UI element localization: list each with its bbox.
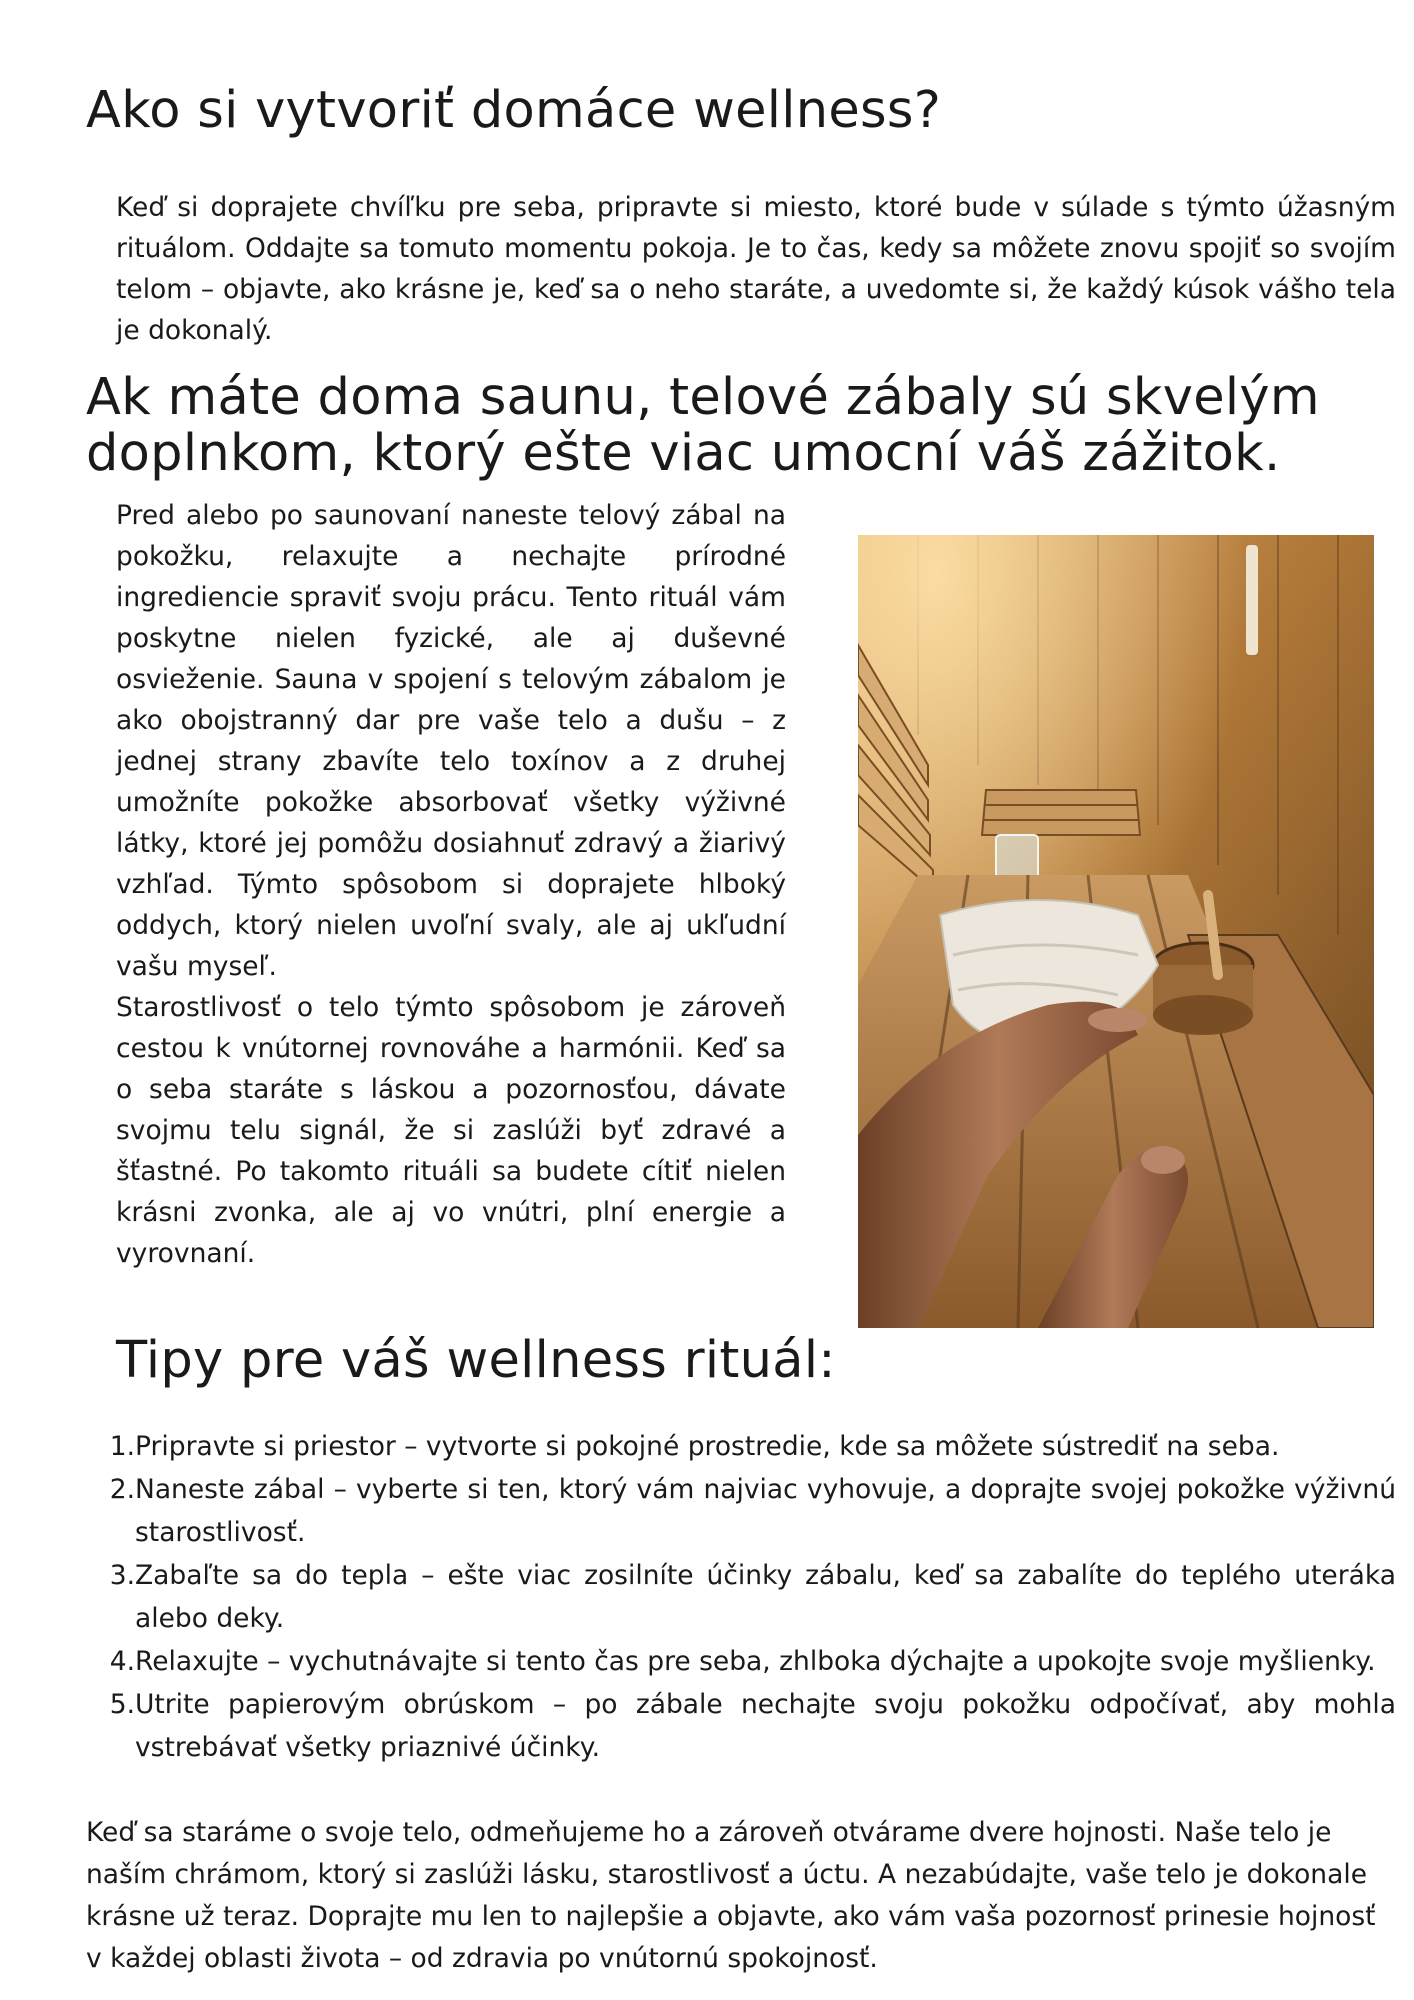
intro-paragraph: Keď si doprajete chvíľku pre seba, pripravte si miesto, ktoré bude v súlade s týmto úžasným rituálom. Oddajte sa tomuto momentu pokoja. Je to čas, kedy sa môžete znovu spojiť so svojím telom – objavte, ako krásne je, keď sa o neho staráte, a uvedomte si, že každý kúsok vášho tela je dokonalý. — [116, 192, 1396, 346]
tips-list — [100, 1425, 1396, 1769]
sauna-text-column — [116, 495, 786, 1274]
page-title: Ako si vytvoriť domáce wellness? — [86, 81, 942, 140]
tip-number: 1. — [109, 1431, 135, 1462]
tip-text: Utrite papierovým obrúskom – po zábale nechajte svoju pokožku odpočívať, aby mohla vstrebávať všetky priaznivé účinky. — [135, 1689, 1396, 1763]
sauna-paragraph-2: Starostlivosť o telo týmto spôsobom je zároveň cestou k vnútornej rovnováhe a harmónii. Keď sa o seba staráte s láskou a pozornosťou, dávate svojmu telu signál, že si zaslúži byť zdravé a šťastné. Po takomto rituáli sa budete cítiť nielen krásni zvonka, ale aj vo vnútri, plní energie a vyrovnaní. — [116, 992, 786, 1269]
tip-number: 2. — [109, 1474, 135, 1505]
sauna-photo — [858, 535, 1374, 1328]
sauna-illustration — [858, 535, 1374, 1328]
sauna-paragraph-1: Pred alebo po saunovaní naneste telový zábal na pokožku, relaxujte a nechajte prírodné ingrediencie spraviť svoju prácu. Tento rituál vám poskytne nielen fyzické, ale aj duševné osvieženie. Sauna v spojení s telovým zábalom je ako obojstranný dar pre vaše telo a dušu – z jednej strany zbavíte telo toxínov a z druhej umožníte pokožke absorbovať všetky výživné látky, ktoré jej pomôžu dosiahnuť zdravý a žiarivý vzhľad. Týmto spôsobom si doprajete hlboký oddych, ktorý nielen uvoľní svaly, ale aj ukľudní vašu myseľ. — [116, 500, 786, 982]
tips-heading: Tipy pre váš wellness rituál: — [116, 1331, 836, 1390]
tip-text: Relaxujte – vychutnávajte si tento čas pre seba, zhlboka dýchajte a upokojte svoje myšlienky. — [135, 1646, 1376, 1677]
closing-paragraph: Keď sa staráme o svoje telo, odmeňujeme ho a zároveň otvárame dvere hojnosti. Naše telo je naším chrámom, ktorý si zaslúži lásku, starostlivosť a úctu. A nezabúdajte, vaše telo je dokonale krásne už teraz. Doprajte mu len to najlepšie a objavte, ako vám vaša pozornosť prinesie hojnosť v každej oblasti života – od zdravia po vnútornú spokojnosť. — [86, 1817, 1376, 1974]
tip-text: Pripravte si priestor – vytvorte si pokojné prostredie, kde sa môžete sústrediť na seba. — [135, 1431, 1280, 1462]
list-item — [100, 1640, 1396, 1683]
sauna-heading: Ak máte doma saunu, telové zábaly sú skvelým doplnkom, ktorý ešte viac umocní váš zážitok. — [86, 368, 1320, 483]
list-item — [100, 1554, 1396, 1640]
tip-number: 5. — [109, 1689, 135, 1720]
list-item — [100, 1468, 1396, 1554]
tip-number: 3. — [109, 1560, 135, 1591]
tip-number: 4. — [109, 1646, 135, 1677]
tip-text: Zabaľte sa do tepla – ešte viac zosilníte účinky zábalu, keď sa zabalíte do teplého uteráka alebo deky. — [135, 1560, 1396, 1634]
tip-text: Naneste zábal – vyberte si ten, ktorý vám najviac vyhovuje, a doprajte svojej pokožke výživnú starostlivosť. — [135, 1474, 1396, 1548]
list-item — [100, 1425, 1396, 1468]
list-item — [100, 1683, 1396, 1769]
